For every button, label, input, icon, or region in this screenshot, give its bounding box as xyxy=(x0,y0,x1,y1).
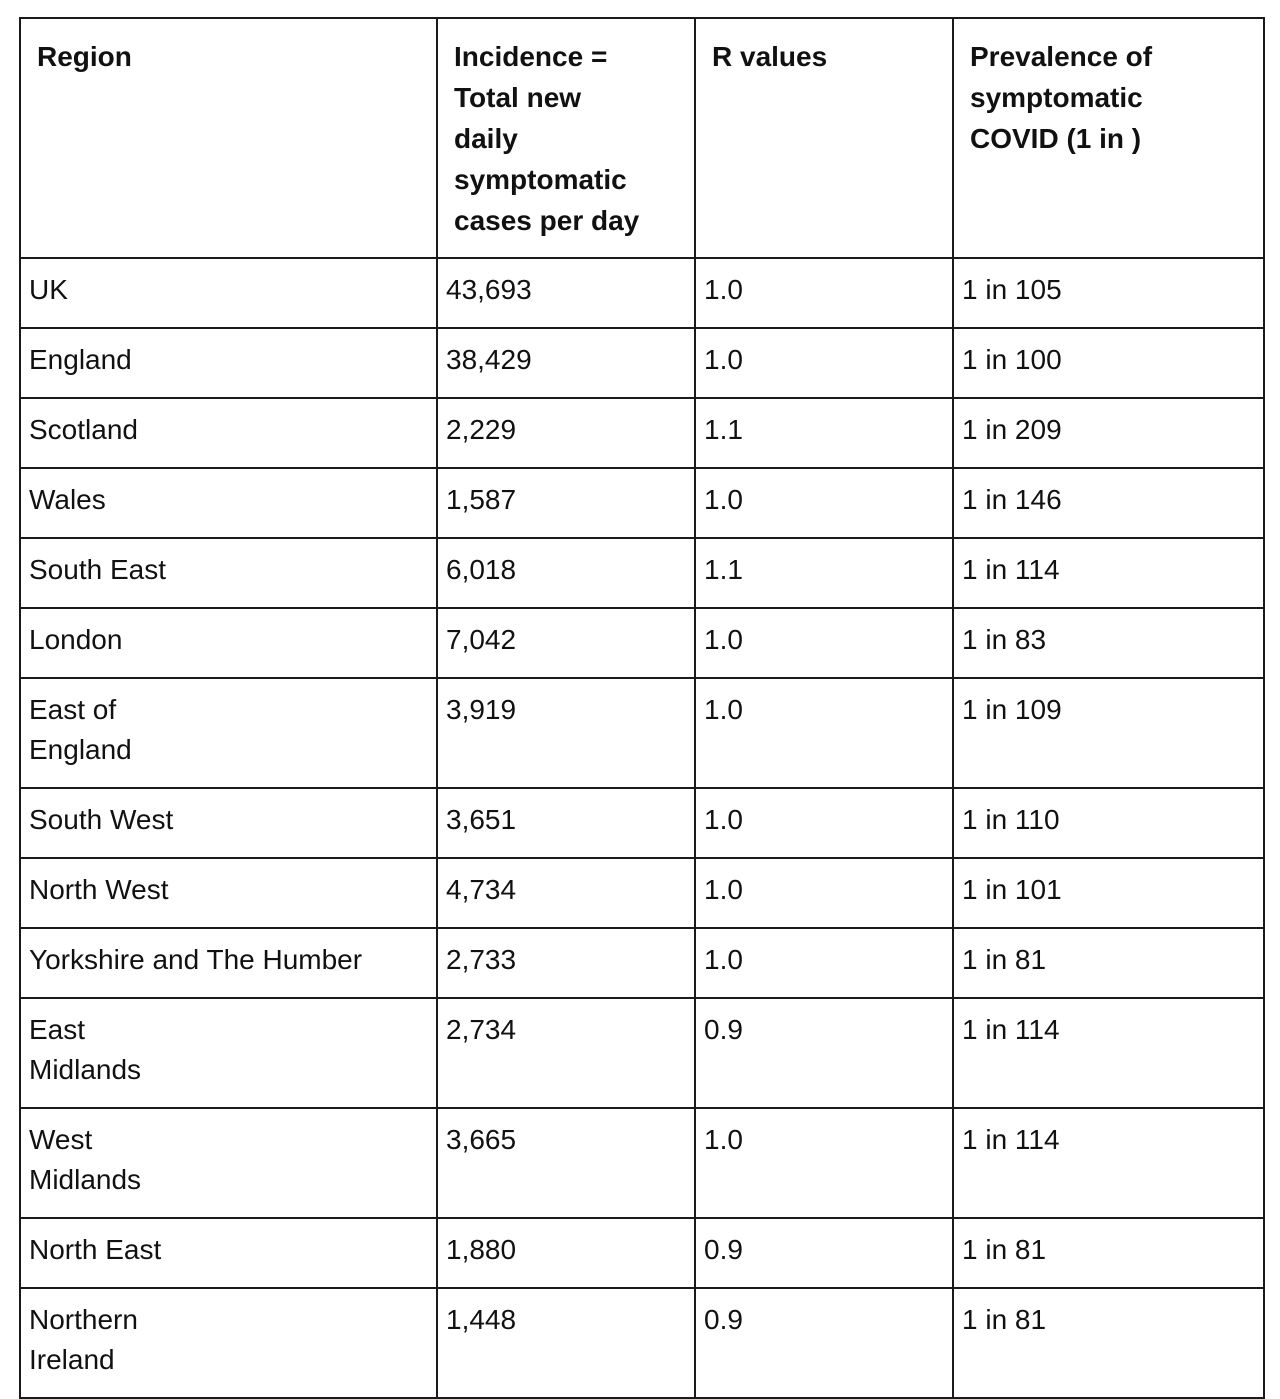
incidence-cell: 3,919 xyxy=(437,678,695,788)
r-value-cell: 0.9 xyxy=(695,998,953,1108)
region-cell: East Midlands xyxy=(20,998,437,1108)
r-value-cell: 1.1 xyxy=(695,398,953,468)
r-value-cell: 1.0 xyxy=(695,678,953,788)
table-row xyxy=(20,998,1264,1108)
r-value-cell: 1.0 xyxy=(695,788,953,858)
incidence-cell: 2,229 xyxy=(437,398,695,468)
region-cell: Scotland xyxy=(20,398,437,468)
covid-regional-table xyxy=(19,17,1265,1399)
header-incidence: Incidence = Total new daily symptomatic cases per day xyxy=(437,18,695,258)
table-row xyxy=(20,538,1264,608)
r-value-cell: 1.1 xyxy=(695,538,953,608)
region-cell: South West xyxy=(20,788,437,858)
prevalence-cell: 1 in 83 xyxy=(953,608,1264,678)
table-row xyxy=(20,678,1264,788)
prevalence-cell: 1 in 105 xyxy=(953,258,1264,328)
r-value-cell: 1.0 xyxy=(695,928,953,998)
table-row xyxy=(20,328,1264,398)
incidence-cell: 38,429 xyxy=(437,328,695,398)
prevalence-cell: 1 in 146 xyxy=(953,468,1264,538)
table-row xyxy=(20,398,1264,468)
table-row xyxy=(20,258,1264,328)
table-header xyxy=(20,18,1264,258)
region-cell: Yorkshire and The Humber xyxy=(20,928,437,998)
region-cell: UK xyxy=(20,258,437,328)
r-value-cell: 0.9 xyxy=(695,1288,953,1398)
r-value-cell: 1.0 xyxy=(695,468,953,538)
r-value-cell: 1.0 xyxy=(695,1108,953,1218)
incidence-cell: 7,042 xyxy=(437,608,695,678)
region-cell: England xyxy=(20,328,437,398)
table-row xyxy=(20,858,1264,928)
region-cell: London xyxy=(20,608,437,678)
prevalence-cell: 1 in 114 xyxy=(953,998,1264,1108)
r-value-cell: 0.9 xyxy=(695,1218,953,1288)
prevalence-cell: 1 in 110 xyxy=(953,788,1264,858)
r-value-cell: 1.0 xyxy=(695,328,953,398)
header-r-values: R values xyxy=(695,18,953,258)
region-cell: Northern Ireland xyxy=(20,1288,437,1398)
incidence-cell: 2,733 xyxy=(437,928,695,998)
incidence-cell: 1,587 xyxy=(437,468,695,538)
prevalence-cell: 1 in 114 xyxy=(953,1108,1264,1218)
region-cell: East of England xyxy=(20,678,437,788)
table-row xyxy=(20,928,1264,998)
region-cell: South East xyxy=(20,538,437,608)
header-row xyxy=(20,18,1264,258)
header-prevalence: Prevalence of symptomatic COVID (1 in ) xyxy=(953,18,1264,258)
region-cell: North East xyxy=(20,1218,437,1288)
table-row xyxy=(20,1108,1264,1218)
prevalence-cell: 1 in 81 xyxy=(953,928,1264,998)
table-row xyxy=(20,788,1264,858)
region-cell: West Midlands xyxy=(20,1108,437,1218)
r-value-cell: 1.0 xyxy=(695,608,953,678)
prevalence-cell: 1 in 81 xyxy=(953,1288,1264,1398)
prevalence-cell: 1 in 209 xyxy=(953,398,1264,468)
incidence-cell: 4,734 xyxy=(437,858,695,928)
prevalence-cell: 1 in 81 xyxy=(953,1218,1264,1288)
table-row xyxy=(20,468,1264,538)
table-body xyxy=(20,258,1264,1398)
prevalence-cell: 1 in 114 xyxy=(953,538,1264,608)
table-row xyxy=(20,608,1264,678)
incidence-cell: 3,665 xyxy=(437,1108,695,1218)
table-row xyxy=(20,1218,1264,1288)
region-cell: North West xyxy=(20,858,437,928)
r-value-cell: 1.0 xyxy=(695,258,953,328)
prevalence-cell: 1 in 109 xyxy=(953,678,1264,788)
incidence-cell: 3,651 xyxy=(437,788,695,858)
incidence-cell: 2,734 xyxy=(437,998,695,1108)
incidence-cell: 6,018 xyxy=(437,538,695,608)
header-region: Region xyxy=(20,18,437,258)
incidence-cell: 1,880 xyxy=(437,1218,695,1288)
incidence-cell: 1,448 xyxy=(437,1288,695,1398)
region-cell: Wales xyxy=(20,468,437,538)
prevalence-cell: 1 in 100 xyxy=(953,328,1264,398)
table-row xyxy=(20,1288,1264,1398)
r-value-cell: 1.0 xyxy=(695,858,953,928)
incidence-cell: 43,693 xyxy=(437,258,695,328)
prevalence-cell: 1 in 101 xyxy=(953,858,1264,928)
